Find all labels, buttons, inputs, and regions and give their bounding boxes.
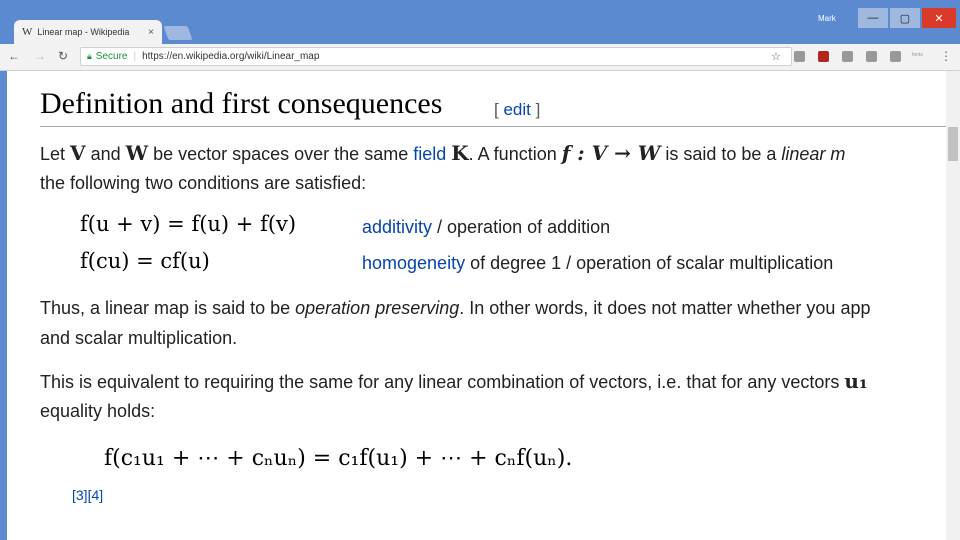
- heading-rule: [40, 126, 946, 127]
- paragraph-linear-combination: [40, 366, 868, 397]
- math-V: V: [70, 141, 86, 165]
- homogeneity-formula: f(cu) = cf(u): [80, 249, 210, 273]
- browser-tab[interactable]: [14, 20, 162, 44]
- extension-icon[interactable]: [794, 51, 805, 62]
- homogeneity-text: of degree 1 / operation of scalar multiplication: [465, 253, 834, 273]
- address-separator: |: [133, 51, 137, 62]
- tab-close-icon[interactable]: ×: [148, 26, 154, 38]
- math-K: K: [451, 141, 469, 165]
- text: Thus, a linear map is said to be: [40, 298, 296, 318]
- extension-icon[interactable]: [842, 51, 853, 62]
- text: is said to be a: [660, 144, 782, 164]
- edit-bracket-open: [: [494, 100, 504, 119]
- additivity-link[interactable]: additivity: [362, 217, 433, 237]
- additivity-formula: f(u + v) = f(u) + f(v): [80, 212, 297, 236]
- edit-section: [494, 100, 540, 120]
- window-left-border: [0, 71, 7, 540]
- forward-icon[interactable]: →: [34, 49, 46, 63]
- new-tab-button[interactable]: [163, 26, 192, 40]
- paragraph-definition-line2: the following two conditions are satisfied:: [40, 173, 367, 193]
- maximize-button[interactable]: ▢: [890, 8, 920, 28]
- references: [72, 487, 103, 503]
- bookmark-star-icon[interactable]: ☆: [771, 51, 781, 63]
- lock-icon: 🔒︎: [87, 51, 92, 61]
- edit-link[interactable]: edit: [503, 100, 531, 119]
- close-window-button[interactable]: ✕: [922, 8, 956, 28]
- reload-icon[interactable]: ↻: [58, 49, 69, 63]
- text-emphasis: operation preserving: [295, 298, 460, 318]
- reference-link[interactable]: [3]: [72, 487, 88, 503]
- homogeneity-link[interactable]: homogeneity: [362, 253, 466, 273]
- extension-icon[interactable]: [890, 51, 901, 62]
- text-linear: linear m: [781, 144, 846, 164]
- extension-icon[interactable]: [866, 51, 877, 62]
- article-content: [40, 71, 946, 540]
- math-W: W: [125, 141, 149, 165]
- wikipedia-favicon-icon: W: [22, 26, 33, 38]
- additivity-condition: [362, 217, 610, 238]
- text: Let: [40, 144, 71, 164]
- vertical-scrollbar[interactable]: [946, 71, 960, 540]
- text: be vector spaces over the same: [148, 144, 414, 164]
- menu-icon[interactable]: ⋮: [940, 49, 952, 63]
- text: . A function: [468, 144, 562, 164]
- paragraph-linear-combination-line2: equality holds:: [40, 401, 156, 421]
- page-viewport: [0, 71, 960, 540]
- reference-link[interactable]: [4]: [87, 487, 104, 503]
- secure-label: Secure: [95, 51, 128, 62]
- profile-user-label[interactable]: Mark: [818, 14, 836, 23]
- tab-title: Linear map - Wikipedia: [37, 27, 130, 37]
- section-heading: Definition and first consequences: [40, 87, 443, 120]
- paragraph-operation-preserving: [40, 293, 870, 323]
- text: and: [85, 144, 126, 164]
- paragraph-definition: [40, 138, 845, 169]
- linear-combination-formula: f(c₁u₁ + ⋯ + cₙuₙ) = c₁f(u₁) + ⋯ + cₙf(uₙ).: [104, 446, 573, 471]
- minimize-button[interactable]: —: [858, 8, 888, 28]
- browser-toolbar: [0, 44, 960, 71]
- url-text[interactable]: https://en.wikipedia.org/wiki/Linear_map: [142, 51, 320, 62]
- text: This is equivalent to requiring the same for any linear combination of vectors, i.e. that for any vectors: [40, 372, 845, 392]
- additivity-text: / operation of addition: [432, 217, 611, 237]
- paragraph-operation-preserving-line2: and scalar multiplication.: [40, 328, 238, 348]
- fonts-extension-label[interactable]: fonts: [912, 52, 923, 58]
- edit-bracket-close: ]: [530, 100, 541, 119]
- math-u1: u₁: [844, 369, 868, 393]
- window-titlebar: [0, 0, 960, 44]
- homogeneity-condition: [362, 253, 833, 274]
- field-link[interactable]: field: [413, 144, 447, 164]
- text: . In other words, it does not matter whether you app: [459, 298, 871, 318]
- scrollbar-thumb[interactable]: [948, 127, 958, 161]
- pdf-extension-icon[interactable]: [818, 51, 829, 62]
- back-icon[interactable]: ←: [8, 49, 20, 63]
- address-bar[interactable]: [80, 47, 792, 66]
- math-function-signature: f : V → W: [561, 141, 661, 165]
